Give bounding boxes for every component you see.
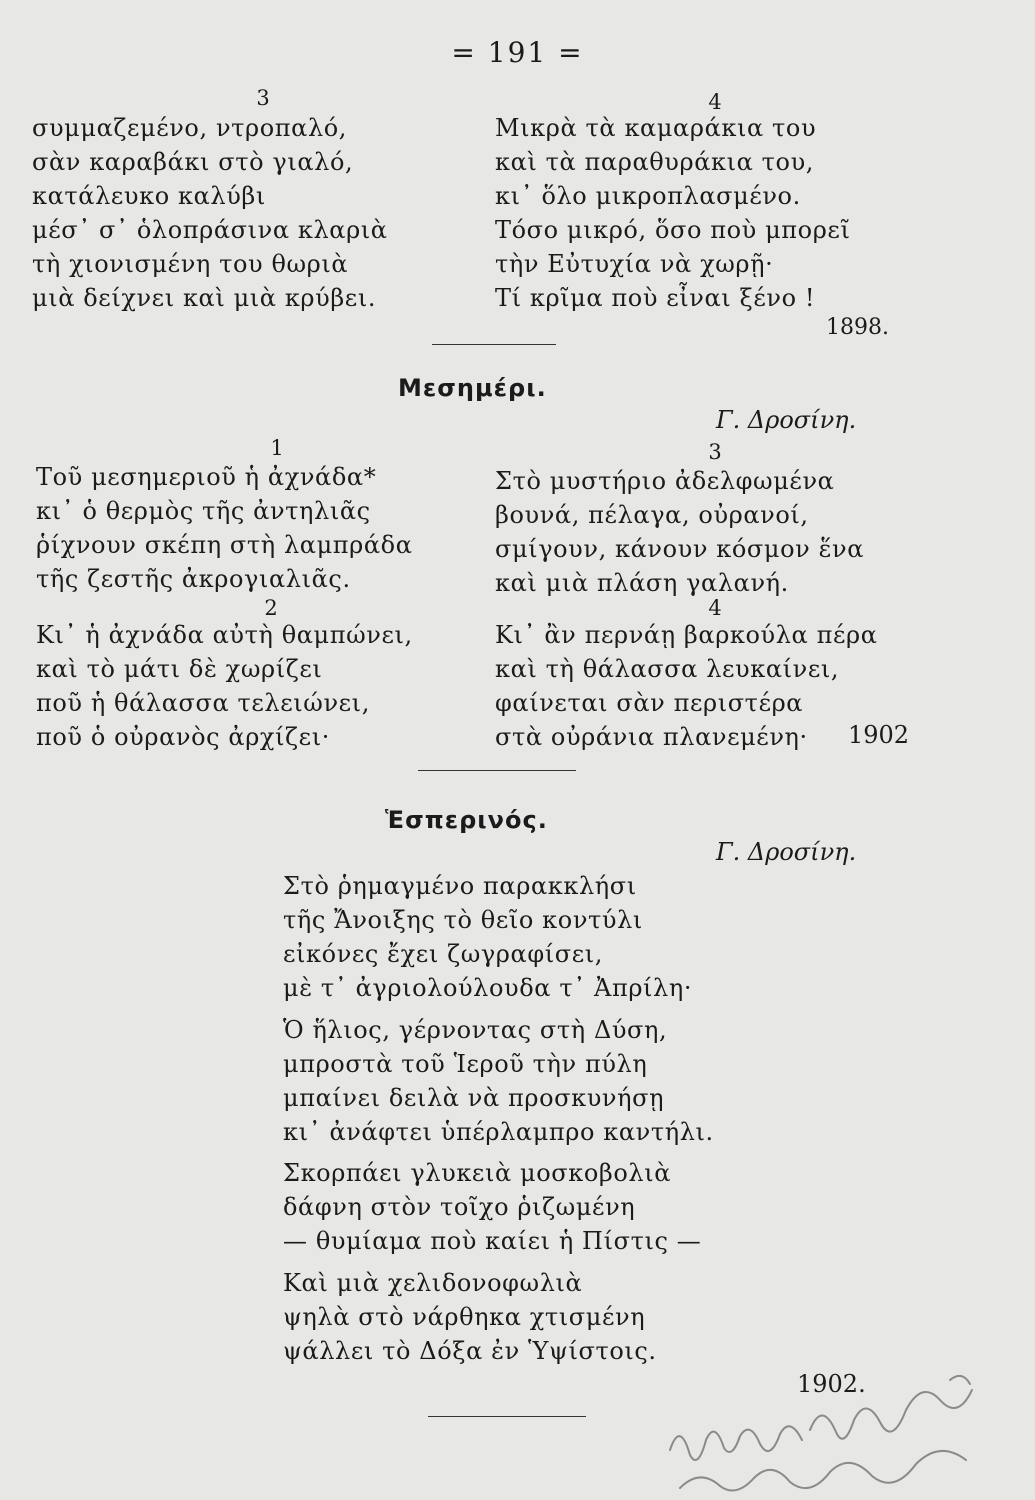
section-divider xyxy=(428,1416,586,1417)
poem1-stanza-1 xyxy=(36,460,413,596)
poem1-stanza-4 xyxy=(495,618,878,754)
poem-year: 1902. xyxy=(797,1370,866,1398)
verse-line: κι᾽ ἀνάφτει ὑπέρλαμπρο καντήλι. xyxy=(283,1118,714,1146)
top-left-stanza xyxy=(32,111,388,315)
poem-year: 1902 xyxy=(848,721,910,749)
poem1-stanza-3 xyxy=(495,464,864,600)
verse-line: καὶ τὴ θάλασσα λευκαίνει, xyxy=(495,655,840,683)
verse-line: Τί κρῖμα ποὺ εἶναι ξένο ! xyxy=(495,284,816,312)
stanza-number: 3 xyxy=(256,86,270,110)
poem-title: Ἑσπερινός. xyxy=(385,806,548,834)
verse-line: μπροστὰ τοῦ Ἱεροῦ τὴν πύλη xyxy=(283,1050,648,1078)
verse-line: ποῦ ὁ οὐρανὸς ἀρχίζει· xyxy=(36,723,330,751)
verse-line: — θυμίαμα ποὺ καίει ἡ Πίστις — xyxy=(283,1227,702,1255)
stanza-number: 4 xyxy=(708,90,722,114)
top-right-stanza xyxy=(495,111,850,315)
verse-line: καὶ μιὰ πλάση γαλανή. xyxy=(495,569,789,597)
verse-line: φαίνεται σὰν περιστέρα xyxy=(495,689,804,717)
poem-year: 1898. xyxy=(826,315,889,340)
verse-line: τὴ χιονισμένη του θωριὰ xyxy=(32,250,349,278)
verse-line: Ὁ ἥλιος, γέρνοντας στὴ Δύση, xyxy=(283,1016,668,1044)
verse-line: ποῦ ἡ θάλασσα τελειώνει, xyxy=(36,689,370,717)
verse-line: Τοῦ μεσημεριοῦ ἡ ἀχνάδα* xyxy=(36,463,377,491)
verse-line: εἰκόνες ἔχει ζωγραφίσει, xyxy=(283,940,603,968)
verse-line: τῆς ζεστῆς ἀκρογιαλιᾶς. xyxy=(36,565,351,593)
poem-author: Γ. Δροσίνη. xyxy=(716,838,857,866)
verse-line: ῥίχνουν σκέπη στὴ λαμπράδα xyxy=(36,531,413,559)
verse-line: τῆς Ἄνοιξης τὸ θεῖο κοντύλι xyxy=(283,906,643,934)
section-divider xyxy=(432,344,556,345)
verse-line: κι᾽ ὅλο μικροπλασμένο. xyxy=(495,182,801,210)
verse-line: Καὶ μιὰ χελιδονοφωλιὰ xyxy=(283,1269,583,1297)
poem-author: Γ. Δροσίνη. xyxy=(716,406,857,434)
page-number: = 191 = xyxy=(451,36,584,69)
verse-line: Τόσο μικρό, ὅσο ποὺ μπορεῖ xyxy=(495,216,851,244)
poem-title: Μεσημέρι. xyxy=(398,374,547,402)
verse-line: σμίγουν, κάνουν κόσμον ἕνα xyxy=(495,535,865,563)
verse-line: Μικρὰ τὰ καμαράκια του xyxy=(495,114,817,142)
stanza-number: 4 xyxy=(708,596,722,620)
verse-line: καὶ τὰ παραθυράκια του, xyxy=(495,148,815,176)
verse-line: συμμαζεμένο, ντροπαλό, xyxy=(32,114,348,142)
verse-line: Κι᾽ ἡ ἀχνάδα αὐτὴ θαμπώνει, xyxy=(36,621,413,649)
poem2-stanza-2 xyxy=(283,1013,714,1149)
verse-line: μιὰ δείχνει καὶ μιὰ κρύβει. xyxy=(32,284,377,312)
poem2-stanza-3 xyxy=(283,1156,701,1368)
verse-line: δάφνη στὸν τοῖχο ῥιζωμένη xyxy=(283,1193,636,1221)
verse-line: μὲ τ᾽ ἀγριολούλουδα τ᾽ Ἀπρίλη· xyxy=(283,974,693,1002)
verse-line: βουνά, πέλαγα, οὐρανοί, xyxy=(495,501,809,529)
verse-line: στὰ οὐράνια πλανεμένη· xyxy=(495,723,808,751)
verse-line: μέσ᾽ σ᾽ ὁλοπράσινα κλαριὰ xyxy=(32,216,388,244)
verse-line: ψηλὰ στὸ νάρθηκα χτισμένη xyxy=(283,1303,646,1331)
verse-line: Στὸ ῥημαγμένο παρακκλήσι xyxy=(283,872,637,900)
stanza-number: 2 xyxy=(264,596,278,620)
poem1-stanza-2 xyxy=(36,618,413,754)
stanza-number: 3 xyxy=(708,440,722,464)
verse-line: καὶ τὸ μάτι δὲ χωρίζει xyxy=(36,655,323,683)
verse-line: μπαίνει δειλὰ νὰ προσκυνήσῃ xyxy=(283,1084,665,1112)
verse-line: Σκορπάει γλυκειὰ μοσκοβολιὰ xyxy=(283,1159,672,1187)
section-divider xyxy=(418,770,576,771)
verse-line: Στὸ μυστήριο ἀδελφωμένα xyxy=(495,467,835,495)
handwritten-annotation xyxy=(640,1360,1000,1500)
verse-line: Κι᾽ ἂν περνάῃ βαρκούλα πέρα xyxy=(495,621,878,649)
verse-line: ψάλλει τὸ Δόξα ἐν Ὑψίστοις. xyxy=(283,1337,657,1365)
poem2-stanza-1 xyxy=(283,869,692,1005)
verse-line: τὴν Εὐτυχία νὰ χωρῇ· xyxy=(495,250,774,278)
verse-line: κατάλευκο καλύβι xyxy=(32,182,266,210)
verse-line: κι᾽ ὁ θερμὸς τῆς ἀντηλιᾶς xyxy=(36,497,371,525)
stanza-number: 1 xyxy=(270,436,284,460)
verse-line: σὰν καραβάκι στὸ γιαλό, xyxy=(32,148,354,176)
